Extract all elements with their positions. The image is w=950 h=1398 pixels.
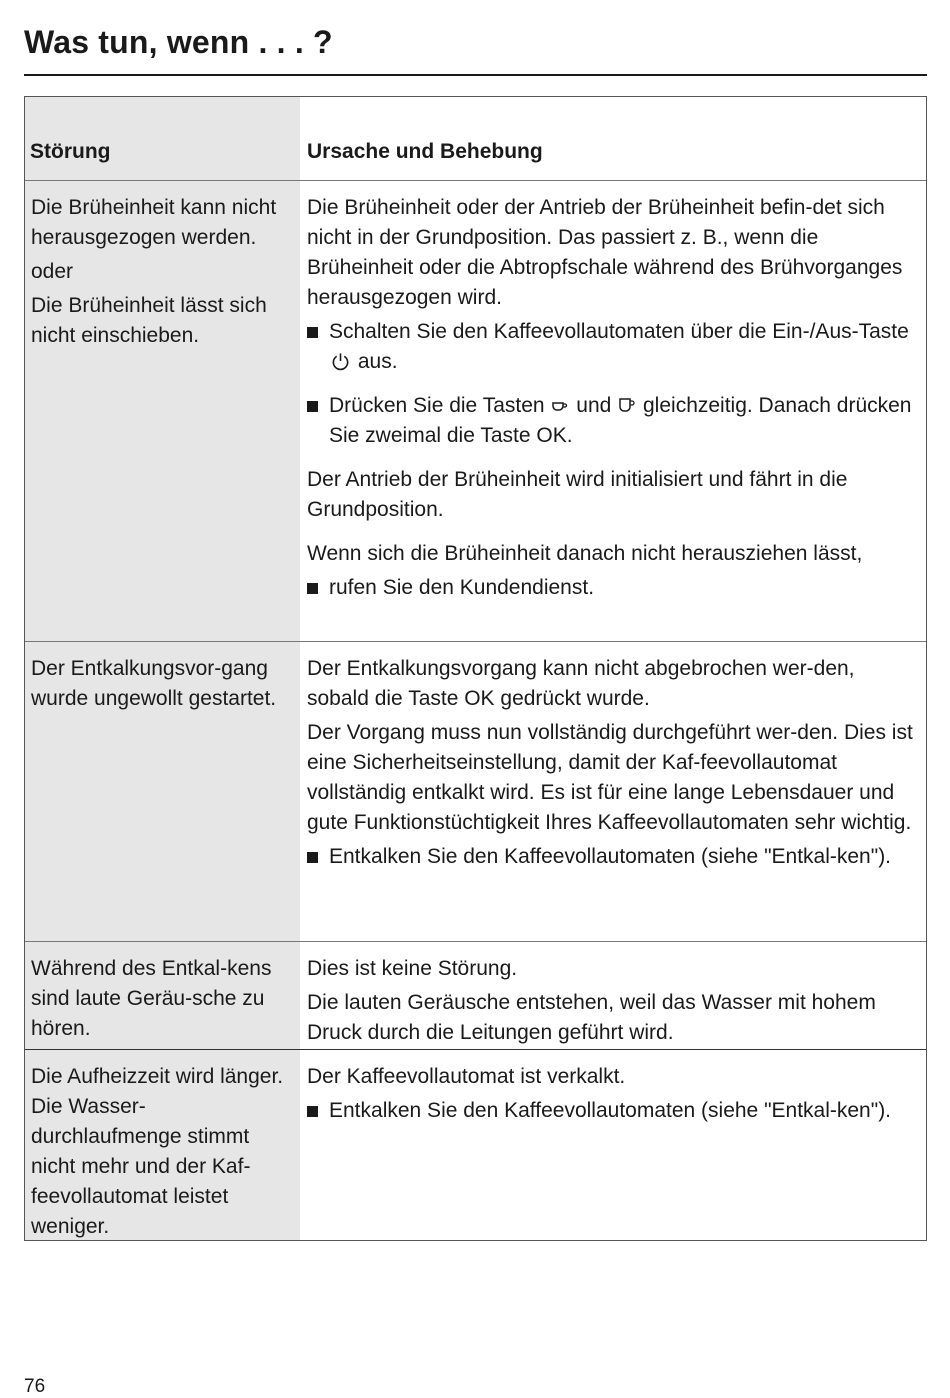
espresso-cup-icon	[551, 397, 569, 413]
coffee-cup-icon	[618, 397, 636, 413]
problem-text: Die Aufheizzeit wird länger. Die Wasser-durchlaufmenge stimmt nicht mehr und der Kaf-feevollautomat leistet weniger.	[31, 1065, 284, 1238]
solution-text: Die lauten Geräusche entstehen, weil das Wasser mit hohem Druck durch die Leitungen geführt wird.	[307, 991, 876, 1044]
square-bullet-icon	[307, 1096, 329, 1126]
bullet-text: aus.	[357, 350, 398, 373]
title-divider	[24, 74, 927, 76]
bullet-text: und	[576, 394, 612, 417]
problem-text: Während des Entkal-kens sind laute Geräu-sche zu hören.	[31, 957, 272, 1040]
problem-cell	[25, 642, 300, 941]
power-icon	[331, 352, 350, 371]
solution-text: Dies ist keine Störung.	[307, 957, 518, 980]
bullet-item	[307, 317, 918, 377]
solution-text: Der Antrieb der Brüheinheit wird initialisiert und fährt in die Grundposition.	[307, 468, 848, 521]
page-title: Was tun, wenn . . . ?	[24, 24, 333, 60]
solution-cell	[300, 1050, 926, 1240]
table-header-row	[25, 97, 926, 180]
problem-text: Die Brüheinheit kann nicht herausgezogen werden.	[31, 196, 277, 249]
table-row	[25, 641, 926, 941]
column-header-solution: Ursache und Behebung	[307, 140, 543, 163]
square-bullet-icon	[307, 391, 329, 451]
table-row	[25, 1049, 926, 1240]
column-header-problem: Störung	[25, 97, 300, 180]
problem-text: Die Brüheinheit lässt sich nicht einschieben.	[31, 294, 267, 347]
bullet-item	[307, 573, 918, 603]
bullet-text: Schalten Sie den Kaffeevollautomaten über die Ein-/Aus-Taste	[329, 320, 909, 343]
solution-cell	[300, 942, 926, 1049]
page-number: 76	[24, 1376, 46, 1397]
solution-text: Der Vorgang muss nun vollständig durchgeführt wer-den. Dies ist eine Sicherheitseinstellung, damit der Kaf-feevollautomat vollständig entkalkt wird. Es ist für eine lange Lebensdauer und gute Funktionstüchtigkeit Ihres Kaffeevollautomaten sehr wichtig.	[307, 721, 913, 834]
bullet-item	[307, 1096, 918, 1126]
problem-cell	[25, 942, 300, 1049]
problem-cell	[25, 181, 300, 641]
table-row	[25, 180, 926, 641]
bullet-item	[307, 842, 918, 872]
solution-text: Der Kaffeevollautomat ist verkalkt.	[307, 1065, 626, 1088]
solution-cell	[300, 642, 926, 941]
problem-text: Der Entkalkungsvor-gang wurde ungewollt gestartet.	[31, 657, 277, 710]
bullet-text: Entkalken Sie den Kaffeevollautomaten (siehe "Entkal-ken").	[329, 845, 892, 868]
square-bullet-icon	[307, 573, 329, 603]
solution-text: Wenn sich die Brüheinheit danach nicht herausziehen lässt,	[307, 542, 863, 565]
troubleshooting-table	[24, 96, 927, 1241]
solution-text: Die Brüheinheit oder der Antrieb der Brüheinheit befin-det sich nicht in der Grundposition. Das passiert z. B., wenn die Brüheinheit oder die Abtropfschale während des Brühvorganges herausgezogen wird.	[307, 196, 903, 309]
square-bullet-icon	[307, 317, 329, 377]
problem-cell	[25, 1050, 300, 1240]
bullet-text: rufen Sie den Kundendienst.	[329, 576, 595, 599]
square-bullet-icon	[307, 842, 329, 872]
solution-cell	[300, 181, 926, 641]
table-row	[25, 941, 926, 1049]
bullet-text: Entkalken Sie den Kaffeevollautomaten (siehe "Entkal-ken").	[329, 1099, 892, 1122]
solution-text: Der Entkalkungsvorgang kann nicht abgebrochen wer-den, sobald die Taste OK gedrückt wurde.	[307, 657, 855, 710]
bullet-item	[307, 391, 918, 451]
bullet-text: Drücken Sie die Tasten	[329, 394, 545, 417]
bullet-text: gleichzeitig. Danach drücken Sie zweimal die Taste OK.	[329, 394, 912, 447]
problem-text: oder	[31, 260, 74, 283]
